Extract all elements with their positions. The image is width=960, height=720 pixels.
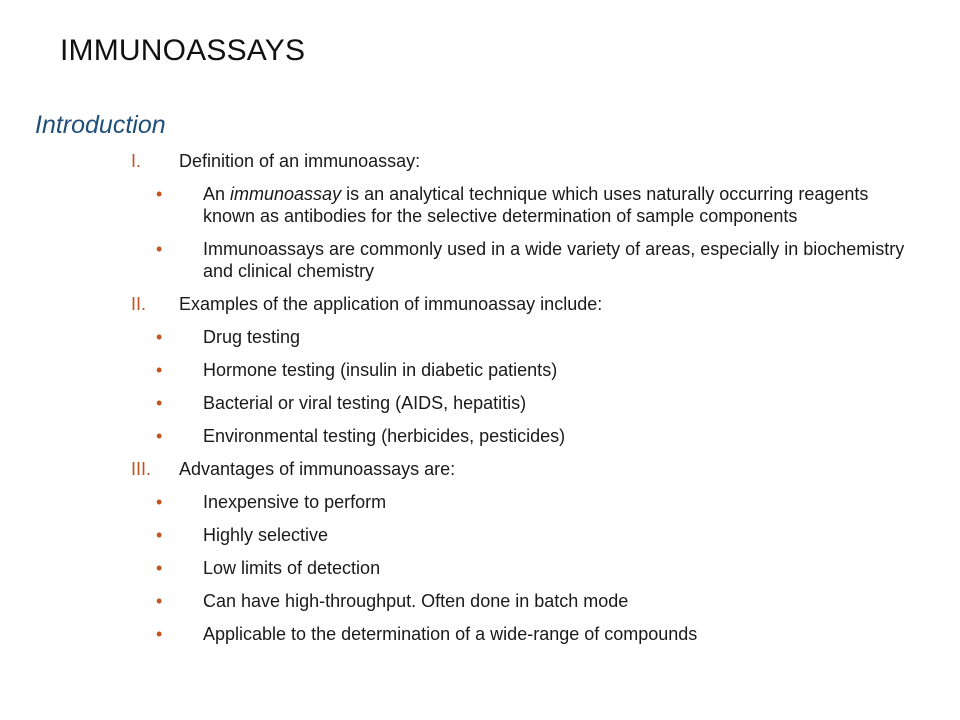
section-heading-text: Advantages of immunoassays are: bbox=[179, 459, 456, 479]
bullet-icon: • bbox=[156, 492, 163, 512]
bullet-icon: • bbox=[156, 239, 163, 259]
bullet-icon: • bbox=[156, 327, 163, 347]
list-item bbox=[0, 359, 960, 381]
list-item bbox=[0, 623, 960, 645]
section-examples bbox=[0, 293, 960, 447]
roman-numeral: III. bbox=[131, 459, 152, 479]
list-item bbox=[0, 183, 960, 227]
bullet-text: Can have high-throughput. Often done in batch mode bbox=[203, 591, 629, 611]
list-item bbox=[0, 238, 960, 282]
section-advantages bbox=[0, 458, 960, 645]
bullet-text-pre: An bbox=[203, 184, 231, 204]
bullet-text: Hormone testing (insulin in diabetic patients) bbox=[203, 360, 558, 380]
bullet-text: Low limits of detection bbox=[203, 558, 381, 578]
section-heading bbox=[0, 458, 960, 491]
bullet-icon: • bbox=[156, 591, 163, 611]
slide-content bbox=[0, 150, 960, 656]
bullet-icon: • bbox=[156, 393, 163, 413]
bullet-icon: • bbox=[156, 624, 163, 644]
bullet-text: Inexpensive to perform bbox=[203, 492, 387, 512]
roman-numeral: I. bbox=[131, 151, 142, 171]
bullet-text: Highly selective bbox=[203, 525, 329, 545]
bullet-icon: • bbox=[156, 558, 163, 578]
list-item bbox=[0, 425, 960, 447]
slide-subtitle: Introduction bbox=[35, 111, 166, 139]
bullet-text: Bacterial or viral testing (AIDS, hepatitis) bbox=[203, 393, 527, 413]
bullet-text: Applicable to the determination of a wide-range of compounds bbox=[203, 624, 698, 644]
roman-numeral: II. bbox=[131, 294, 147, 314]
list-item bbox=[0, 557, 960, 579]
list-item bbox=[0, 326, 960, 348]
section-heading-text: Definition of an immunoassay: bbox=[179, 151, 421, 171]
bullet-icon: • bbox=[156, 184, 163, 204]
section-heading-text: Examples of the application of immunoassay include: bbox=[179, 294, 603, 314]
list-item bbox=[0, 590, 960, 612]
bullet-icon: • bbox=[156, 360, 163, 380]
section-heading bbox=[0, 293, 960, 326]
bullet-icon: • bbox=[156, 525, 163, 545]
bullet-icon: • bbox=[156, 426, 163, 446]
bullet-text: Environmental testing (herbicides, pesticides) bbox=[203, 426, 566, 446]
section-heading bbox=[0, 150, 960, 183]
list-item bbox=[0, 524, 960, 546]
bullet-text-emphasis: immunoassay bbox=[230, 184, 342, 204]
bullet-text: Immunoassays are commonly used in a wide variety of areas, especially in biochemistry and clinical chemistry bbox=[203, 239, 905, 281]
bullet-text-post: is an analytical technique which uses naturally occurring reagents known as antibodies for the selective determination of sample components bbox=[203, 184, 869, 226]
bullet-text: Drug testing bbox=[203, 327, 301, 347]
slide-title: IMMUNOASSAYS bbox=[60, 34, 306, 67]
section-definition bbox=[0, 150, 960, 282]
list-item bbox=[0, 392, 960, 414]
list-item bbox=[0, 491, 960, 513]
